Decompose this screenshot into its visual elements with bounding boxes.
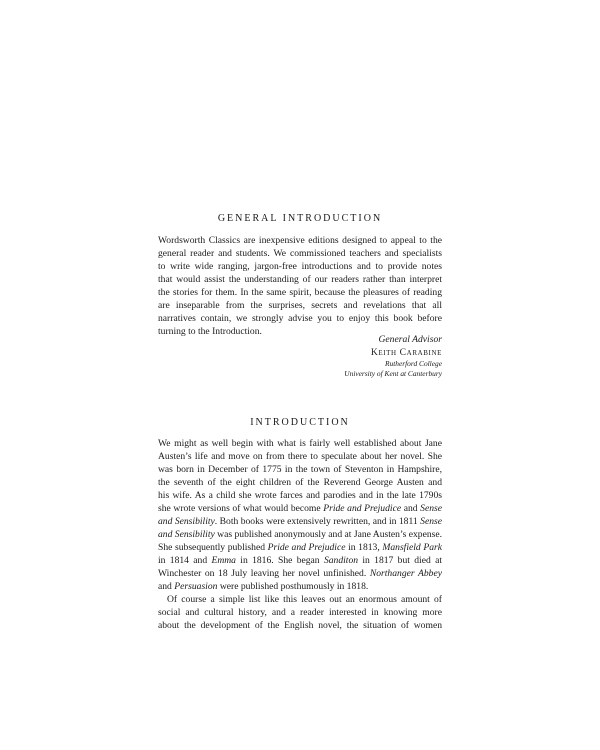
- book-title: Pride and Prejudice: [267, 542, 346, 553]
- text-line: that would assist the understanding of our readers rather than interpret: [158, 274, 442, 285]
- book-title: Mansfield Park: [382, 542, 442, 553]
- general-introduction-paragraph: [158, 234, 442, 338]
- book-title: Emma: [211, 555, 236, 566]
- text-line: the seventh of the eight children of the Reverend George Austen and: [158, 477, 442, 488]
- advisor-signature: [158, 333, 442, 379]
- text-line: she wrote versions of what would become Pride and Prejudice and Sense: [158, 503, 442, 514]
- text-line: and Sensibility was published anonymously and at Jane Austen’s expense.: [158, 529, 443, 540]
- book-title: Pride and Prejudice: [323, 503, 402, 514]
- text-line: social and cultural history, and a reader interested in knowing more: [158, 607, 442, 618]
- text-line: and Sensibility. Both books were extensively rewritten, and in 1811 Sense: [158, 516, 442, 527]
- text-line: about the development of the English novel, the situation of women: [158, 620, 442, 631]
- book-title: Persuasion: [174, 581, 218, 592]
- text-line: Austen’s life and move on from there to speculate about her novel. She: [158, 451, 442, 462]
- text-line: general reader and students. We commissioned teachers and specialists: [158, 248, 442, 259]
- text-line: are inseparable from the surprises, secrets and revelations that all: [158, 300, 442, 311]
- advisor-role: General Advisor: [378, 334, 442, 345]
- book-title: Sense: [420, 516, 442, 527]
- book-title: Sanditon: [323, 555, 359, 566]
- text-line: was born in December of 1775 in the town of Steventon in Hampshire,: [158, 464, 442, 475]
- text-line: She subsequently published Pride and Prejudice in 1813, Mansfield Park: [158, 542, 442, 553]
- book-title: and Sensibility: [158, 529, 215, 540]
- text-line: Of course a simple list like this leaves out an enormous amount of: [167, 594, 442, 605]
- introduction-paragraph: [158, 437, 442, 632]
- text-line: to write wide ranging, jargon-free introductions and to provide notes: [158, 261, 442, 272]
- introduction-heading: INTRODUCTION: [250, 417, 350, 428]
- text-line: in 1814 and Emma in 1816. She began Sanditon in 1817 but died at: [158, 555, 443, 566]
- book-title: Sense: [420, 503, 442, 514]
- text-line: the stories for them. In the same spirit, because the pleasures of reading: [158, 287, 442, 298]
- general-introduction-heading: GENERAL INTRODUCTION: [217, 213, 383, 224]
- advisor-university: University of Kent at Canterbury: [344, 369, 442, 378]
- text-line: turning to the Introduction.: [158, 326, 262, 337]
- text-line: his wife. As a child she wrote farces and parodies and in the late 1790s: [158, 490, 442, 501]
- text-line: Wordsworth Classics are inexpensive editions designed to appeal to the: [158, 235, 442, 246]
- text-line: and Persuasion were published posthumously in 1818.: [158, 581, 369, 592]
- book-title: Northanger Abbey: [369, 568, 442, 579]
- book-title: and Sensibility: [158, 516, 215, 527]
- text-line: narratives contain, we strongly advise you to enjoy this book before: [158, 313, 442, 324]
- text-line: Winchester on 18 July leaving her novel unfinished. Northanger Abbey: [158, 568, 442, 579]
- text-line: We might as well begin with what is fairly well established about Jane: [158, 438, 442, 449]
- advisor-name: Keith Carabine: [370, 347, 442, 358]
- advisor-college: Rutherford College: [385, 359, 442, 368]
